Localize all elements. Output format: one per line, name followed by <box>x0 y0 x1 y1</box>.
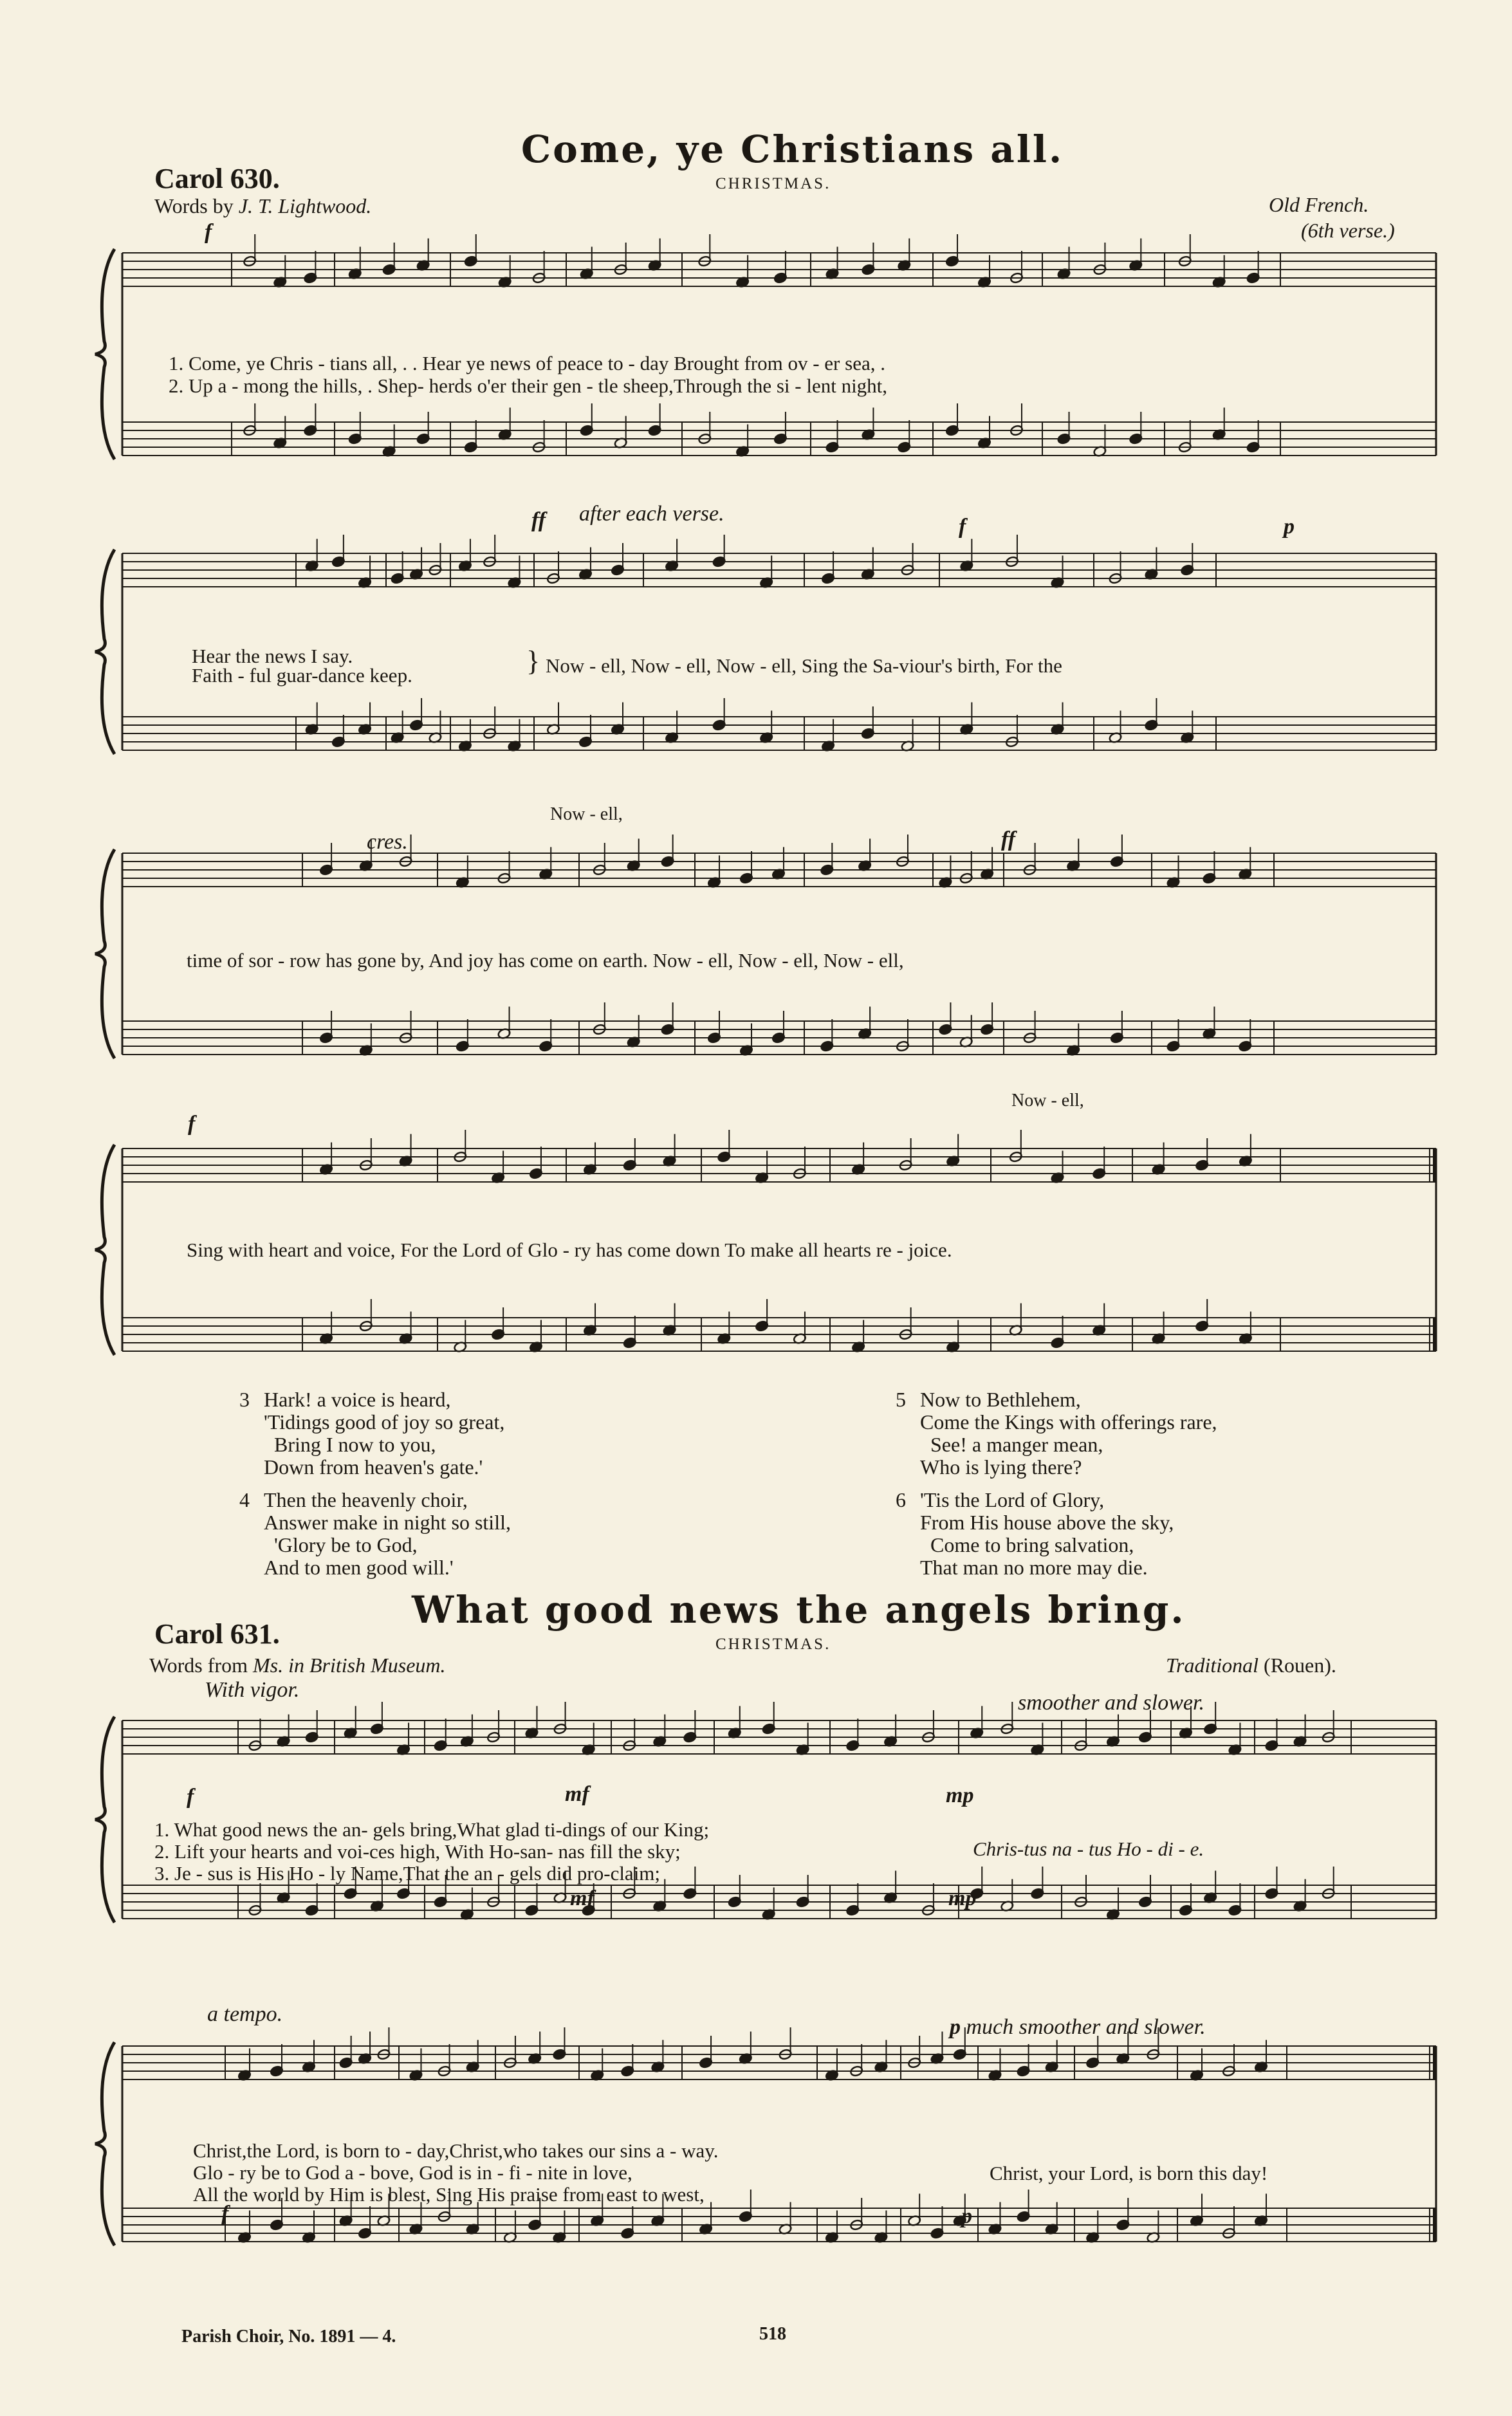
system-brace <box>95 2042 115 2245</box>
carol-631-occasion: CHRISTMAS. <box>715 1636 831 1653</box>
dynamic-ff: ff <box>531 508 546 532</box>
verse-6-number: 6 <box>896 1488 906 1511</box>
carol-631-title: What good news the angels bring. <box>412 1588 1186 1632</box>
nowell-bass-2: Now - ell, <box>1011 1091 1084 1111</box>
lyric-631-l1-v3: 3. Je - sus is His Ho - ly Name,That the an - gels did pro-claim; <box>154 1862 661 1885</box>
tune-traditional: Traditional <box>1166 1654 1259 1677</box>
dyn-mf-bass: mf <box>570 1886 595 1910</box>
verse-4-text: Then the heavenly choir, Answer make in night so still, 'Glory be to God, And to men good will.' <box>264 1488 511 1579</box>
lyric-631-l1-v1: 1. What good news the an- gels bring,What glad ti-dings of our King; <box>154 1818 710 1841</box>
dynamic-f-2: f <box>959 515 966 539</box>
refrain-631-1: Chris-tus na - tus Ho - di - e. <box>973 1838 1204 1860</box>
lyric-631-l2-v2: Glo - ry be to God a - bove, God is in - fi - nite in love, <box>193 2161 632 2184</box>
lyric-line1-verse2: 2. Up a - mong the hills, . Shep- herds o'er their gen - tle sheep,Through the si - lent night, <box>169 374 888 397</box>
lyric-line2-verse1: Hear the news I say. <box>192 645 353 667</box>
verse-3-text: Hark! a voice is heard, 'Tidings good of joy so great, Bring I now to you, Down from heaven's gate.' <box>264 1388 505 1479</box>
dyn-p-631-bass: p <box>961 2204 972 2228</box>
lyric-631-l1-v2: 2. Lift your hearts and voi-ces high, With Ho-san- nas fill the sky; <box>154 1840 681 1863</box>
source-name: Ms. in British Museum. <box>252 1654 446 1677</box>
smoother-slower: smoother and slower. <box>1018 1691 1204 1715</box>
carol-630-tune-note <box>1301 219 1395 243</box>
brace-brace: } <box>526 645 540 677</box>
nowell-bass-1: Now - ell, <box>550 804 623 824</box>
lyric-631-l2-v3: All the world by Him is blest, Sing His praise from east to west, <box>193 2183 705 2206</box>
verse-3-number: 3 <box>239 1388 250 1411</box>
carol-630-tune <box>1269 193 1369 217</box>
with-vigor: With vigor. <box>205 1678 300 1702</box>
dyn-p-631: p <box>950 2015 961 2039</box>
verse-5-text: Now to Bethlehem, Come the Kings with offerings rare, See! a manger mean, Who is lying there? <box>920 1388 1217 1479</box>
footer-publication: Parish Choir, No. 1891 — 4. <box>181 2327 396 2347</box>
dyn-mp-bass: mp <box>948 1886 977 1910</box>
carol-631-credit <box>149 1654 446 1677</box>
carol-631-tune <box>1166 1654 1336 1677</box>
a-tempo: a tempo. <box>207 2002 283 2026</box>
tune-place: (Rouen). <box>1264 1654 1336 1677</box>
lyric-line4: Sing with heart and voice, For the Lord of Glo - ry has come down To make all hearts re - joice. <box>187 1239 952 1261</box>
words-from-label: Words from <box>149 1654 248 1677</box>
carol-630-credit <box>154 194 371 218</box>
dynamic-f-3: f <box>188 1112 196 1136</box>
tune-note-text: (6th verse.) <box>1301 219 1395 242</box>
lyric-line2-verse2: Faith - ful guar-dance keep. <box>192 664 412 687</box>
dyn-f-631-bass: f <box>221 2202 229 2226</box>
carol-631-number: Carol 631. <box>154 1618 280 1650</box>
system-brace <box>95 849 115 1058</box>
carol-630-number: Carol 630. <box>154 163 280 194</box>
lyric-line1-verse1: 1. Come, ye Chris - tians all, . . Hear ye news of peace to - day Brought from ov - er sea, . <box>169 352 885 374</box>
verse-4-number: 4 <box>239 1488 250 1511</box>
verse-5-number: 5 <box>896 1388 906 1411</box>
lyric-line3: time of sor - row has gone by, And joy has come on earth. Now - ell, Now - ell, Now - ell, <box>187 949 904 972</box>
lyric-631-l2-v1: Christ,the Lord, is born to - day,Christ,who takes our sins a - way. <box>193 2139 719 2162</box>
system-brace <box>95 1717 115 1923</box>
carol-630-title: Come, ye Christians all. <box>521 127 1064 171</box>
tune-source: Old French. <box>1269 193 1369 216</box>
refrain-line1: Now - ell, Now - ell, Now - ell, Sing the Sa-viour's birth, For the <box>546 654 1062 677</box>
dynamic-ff-2: ff <box>1001 827 1016 851</box>
system-brace <box>95 249 115 459</box>
dyn-mp-631: mp <box>946 1784 974 1807</box>
dynamic-p: p <box>1284 515 1295 539</box>
page-number: 518 <box>759 2324 786 2344</box>
verse-6-text: 'Tis the Lord of Glory, From His house above the sky, Come to bring salvation, That man no more may die. <box>920 1488 1174 1579</box>
system-brace <box>95 549 115 754</box>
system-brace <box>95 1145 115 1355</box>
much-smoother-text: much smoother and slower. <box>966 2015 1206 2039</box>
crescendo: cres. <box>367 830 408 854</box>
much-smoother <box>950 2015 1206 2040</box>
refrain-631-2: Christ, your Lord, is born this day! <box>990 2162 1268 2184</box>
dyn-f-631: f <box>187 1785 194 1809</box>
carol-630-occasion: CHRISTMAS. <box>715 175 831 192</box>
dynamic-forte: f <box>205 220 212 244</box>
after-each-verse: after each verse. <box>579 502 724 526</box>
dyn-mf-631: mf <box>565 1782 589 1806</box>
author-name: J. T. Lightwood. <box>238 194 372 217</box>
words-by-label: Words by <box>154 194 234 217</box>
